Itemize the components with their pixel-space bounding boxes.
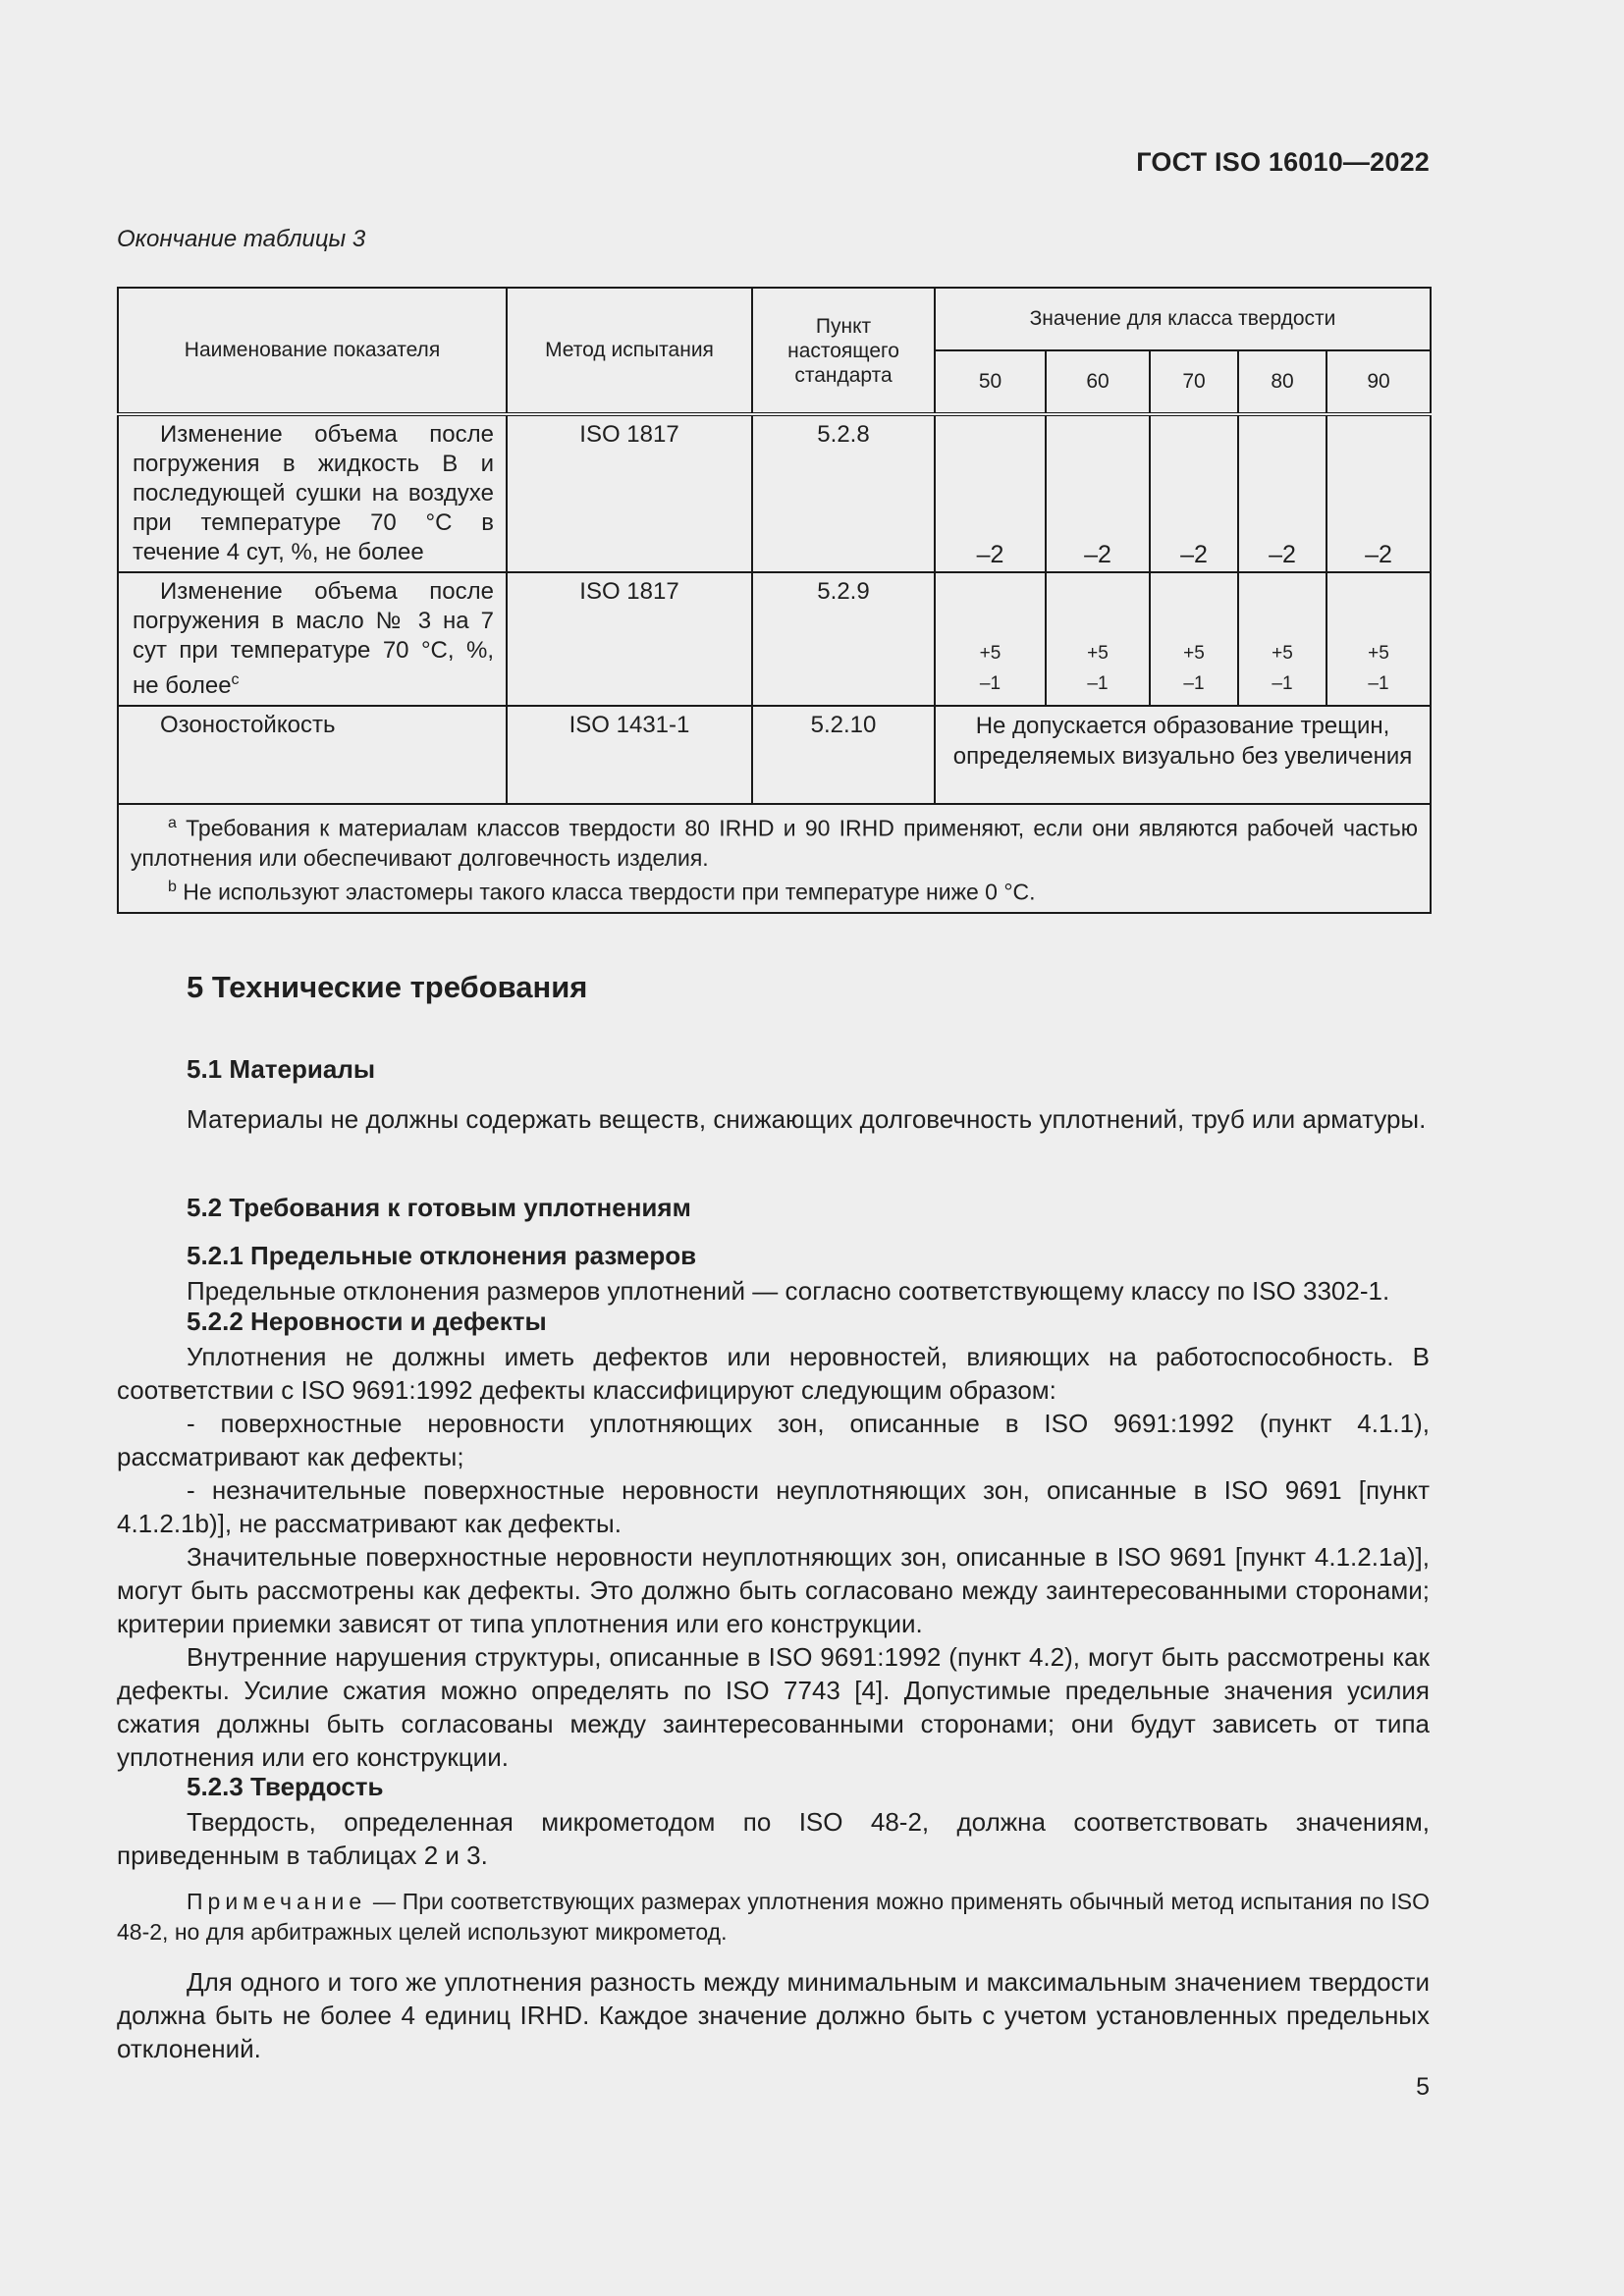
row-clause: 5.2.8: [752, 414, 935, 572]
row-name: Изменение объема после погружения в масло № 3 на 7 сут при температуре 70 °С, %, не более: [133, 578, 494, 699]
row-value: –2: [935, 414, 1046, 572]
section-5-1-text: Материалы не должны содержать веществ, снижающих долговечность уплотнений, труб или арматуры.: [187, 1104, 1427, 1134]
row-value: –2: [1150, 414, 1238, 572]
footnote-mark: a: [168, 815, 177, 831]
section-5-2-3-title: 5.2.3 Твердость: [187, 1772, 384, 1801]
header-class: 60: [1046, 350, 1150, 414]
paragraph: Твердость, определенная микрометодом по ISO 48-2, должна соответствовать значениям, приведенным в таблицах 2 и 3.: [117, 1807, 1430, 1870]
paragraph: Внутренние нарушения структуры, описанные в ISO 9691:1992 (пункт 4.2), могут быть рассмотрены как дефекты. Усилие сжатия можно определять по ISO 7743 [4]. Допустимые предельные значения усилия сжатия должны быть согласованы между заинтересованными сторонами; они будут зависеть от типа уплотнения или его конструкции.: [117, 1642, 1430, 1772]
page-number: 5: [1416, 2073, 1430, 2101]
header-class: 50: [935, 350, 1046, 414]
footnote-text: Не используют эластомеры такого класса твердости при температуре ниже 0 °С.: [183, 879, 1036, 905]
header-name: Наименование показателя: [118, 288, 507, 414]
row-clause: 5.2.10: [752, 706, 935, 804]
section-5-title: 5 Технические требования: [187, 970, 588, 1004]
footnote-mark: b: [168, 878, 177, 895]
merged-value: Не допускается образование трещин, определяемых визуально без увеличения: [935, 706, 1431, 804]
section-5-1-title: 5.1 Материалы: [187, 1054, 376, 1084]
value-plus: +5: [1087, 643, 1109, 664]
value-minus: –1: [1183, 673, 1205, 694]
document-code: ГОСТ ISO 16010—2022: [1136, 147, 1430, 177]
row-clause: 5.2.9: [752, 572, 935, 706]
table-row: [118, 706, 1431, 804]
header-method: Метод испытания: [507, 288, 752, 414]
row-name: Изменение объема после погружения в жидкость B и последующей сушки на воздухе при температуре 70 °С в течение 4 сут, %, не более: [133, 421, 494, 565]
value-plus: +5: [1272, 643, 1293, 664]
header-class: 90: [1326, 350, 1431, 414]
note: [117, 1887, 1430, 1948]
table-caption: Окончание таблицы 3: [117, 226, 366, 252]
row-method: ISO 1817: [507, 572, 752, 706]
table-row: [118, 572, 1431, 706]
paragraph: Значительные поверхностные неровности неуплотняющих зон, описанные в ISO 9691 [пункт 4.1.2.1a)], могут быть рассмотрены как дефекты. Это должно быть согласовано между заинтересованными сторонами; критерии приемки зависят от типа уплотнения или его конструкции.: [117, 1542, 1430, 1638]
row-method: ISO 1817: [507, 414, 752, 572]
value-plus: +5: [1183, 643, 1205, 664]
section-5-2-1-title: 5.2.1 Предельные отклонения размеров: [187, 1241, 697, 1270]
row-value: –2: [1326, 414, 1431, 572]
value-minus: –1: [1272, 673, 1293, 694]
value-minus: –1: [979, 673, 1001, 694]
row-method: ISO 1431-1: [507, 706, 752, 804]
header-clause: Пункт настоящего стандарта: [752, 288, 935, 414]
value-minus: –1: [1087, 673, 1109, 694]
section-5-2-title: 5.2 Требования к готовым уплотнениям: [187, 1193, 691, 1222]
footnote-ref: c: [231, 671, 240, 688]
value-plus: +5: [1368, 643, 1389, 664]
header-class: 80: [1238, 350, 1326, 414]
header-value-group: Значение для класса твердости: [935, 288, 1431, 350]
section-5-2-1-text: Предельные отклонения размеров уплотнений — согласно соответствующему классу по ISO 3302-1.: [187, 1276, 1390, 1306]
row-name: Озоностойкость: [160, 712, 336, 738]
footnote-text: Требования к материалам классов твердости 80 IRHD и 90 IRHD применяют, если они являются рабочей частью уплотнения или обеспечивают долговечность изделия.: [131, 815, 1419, 871]
list-item: - незначительные поверхностные неровности неуплотняющих зон, описанные в ISO 9691 [пункт 4.1.2.1b)], не рассматривают как дефекты.: [117, 1475, 1430, 1538]
note-text: — При соответствующих размерах уплотнения можно применять обычный метод испытания по ISO 48-2, но для арбитражных целей используют микрометод.: [117, 1889, 1430, 1945]
note-label: Примечание: [187, 1889, 367, 1914]
paragraph: Уплотнения не должны иметь дефектов или неровностей, влияющих на работоспособность. В соответствии с ISO 9691:1992 дефекты классифицируют следующим образом:: [117, 1342, 1430, 1405]
row-value: –2: [1238, 414, 1326, 572]
footnotes-row: [118, 804, 1431, 913]
properties-table: [117, 287, 1432, 914]
row-value: –2: [1046, 414, 1150, 572]
paragraph: Для одного и того же уплотнения разность между минимальным и максимальным значением твердости должна быть не более 4 единиц IRHD. Каждое значение должно быть с учетом установленных предельных отклонений.: [117, 1967, 1430, 2063]
value-plus: +5: [979, 643, 1001, 664]
list-item: - поверхностные неровности уплотняющих зон, описанные в ISO 9691:1992 (пункт 4.1.1), рассматривают как дефекты;: [117, 1409, 1430, 1471]
header-class: 70: [1150, 350, 1238, 414]
table-row: [118, 414, 1431, 572]
section-5-2-2-title: 5.2.2 Неровности и дефекты: [187, 1307, 547, 1336]
value-minus: –1: [1368, 673, 1389, 694]
